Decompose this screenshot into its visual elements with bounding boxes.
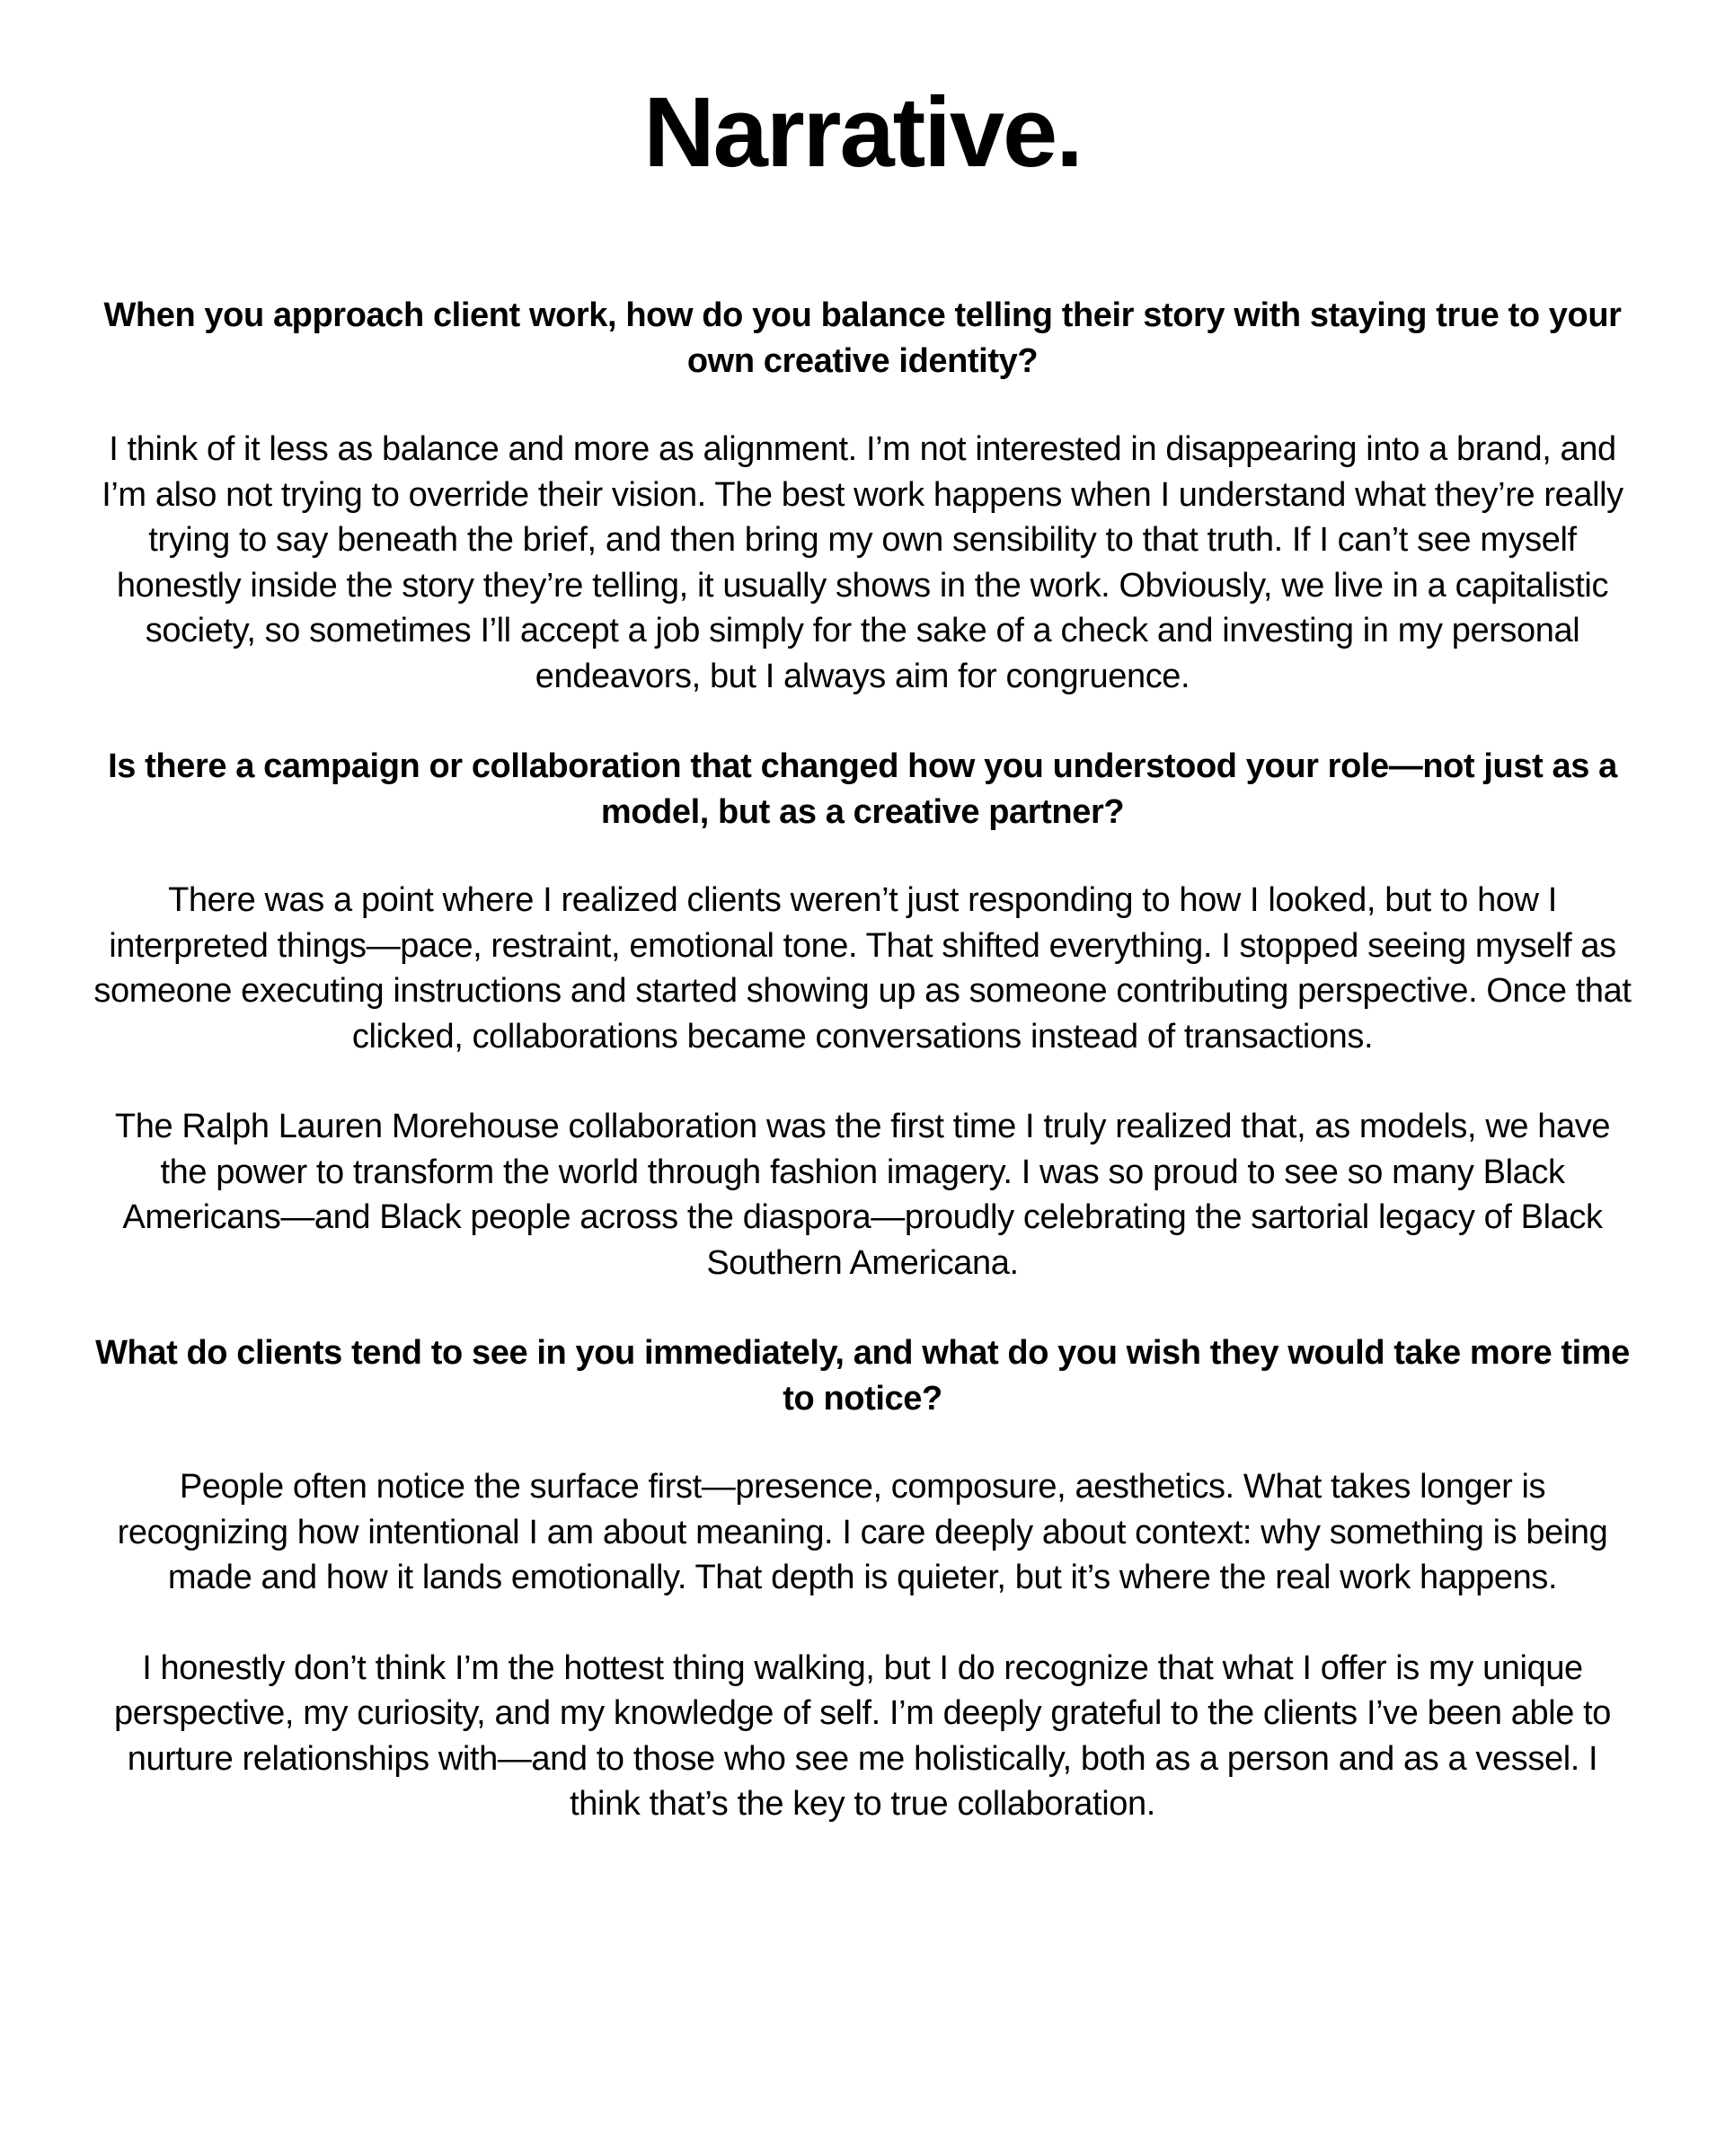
interview-question: Is there a campaign or collaboration that changed how you understood your role—not just as a model, but as a creative partner? [108,747,1617,831]
interview-answer: There was a point where I realized clients weren’t just responding to how I looked, but to how I interpreted things—pace, restraint, emotional tone. That shifted everything. I stopped seeing myself as someone executing instructions and started showing up as someone contributing perspective. Once that clicked, collaborations became conversations instead of transactions. [93,881,1632,1056]
page-title: Narrative. [643,77,1082,188]
qa-section [90,1330,1635,1827]
qa-section [90,293,1635,699]
interview-question: What do clients tend to see in you immediately, and what do you wish they would take more time to notice? [95,1334,1630,1418]
qa-section [90,744,1635,1286]
interview-answer: The Ralph Lauren Morehouse collaboration was the first time I truly realized that, as models, we have the power to transform the world through fashion imagery. I was so proud to see so many Black Americans—and Black people across the diaspora—proudly celebrating the sartorial legacy of Black Southern Americana. [114,1108,1611,1282]
interview-answer: I think of it less as balance and more as alignment. I’m not interested in disappearing into a brand, and I’m also not trying to override their vision. The best work happens when I understand what they’re really trying to say beneath the brief, and then bring my own sensibility to that truth. If I can’t see myself honestly inside the story they’re telling, it usually shows in the work. Obviously, we live in a capitalistic society, so sometimes I’ll accept a job simply for the sake of a check and investing in my personal endeavors, but I always aim for congruence. [102,430,1623,695]
interview-answer: I honestly don’t think I’m the hottest thing walking, but I do recognize that what I offer is my unique perspective, my curiosity, and my knowledge of self. I’m deeply grateful to the clients I’ve been able to nurture relationships with—and to those who see me holistically, both as a person and as a vessel. I think that’s the key to true collaboration. [113,1648,1612,1823]
interview-qa-list [90,293,1635,1827]
interview-question: When you approach client work, how do you balance telling their story with staying true to your own creative identity? [103,296,1622,380]
interview-answer: People often notice the surface first—presence, composure, aesthetics. What takes longer is recognizing how intentional I am about meaning. I care deeply about context: why something is being made and how it lands emotionally. That depth is quieter, but it’s where the real work happens. [117,1468,1608,1596]
